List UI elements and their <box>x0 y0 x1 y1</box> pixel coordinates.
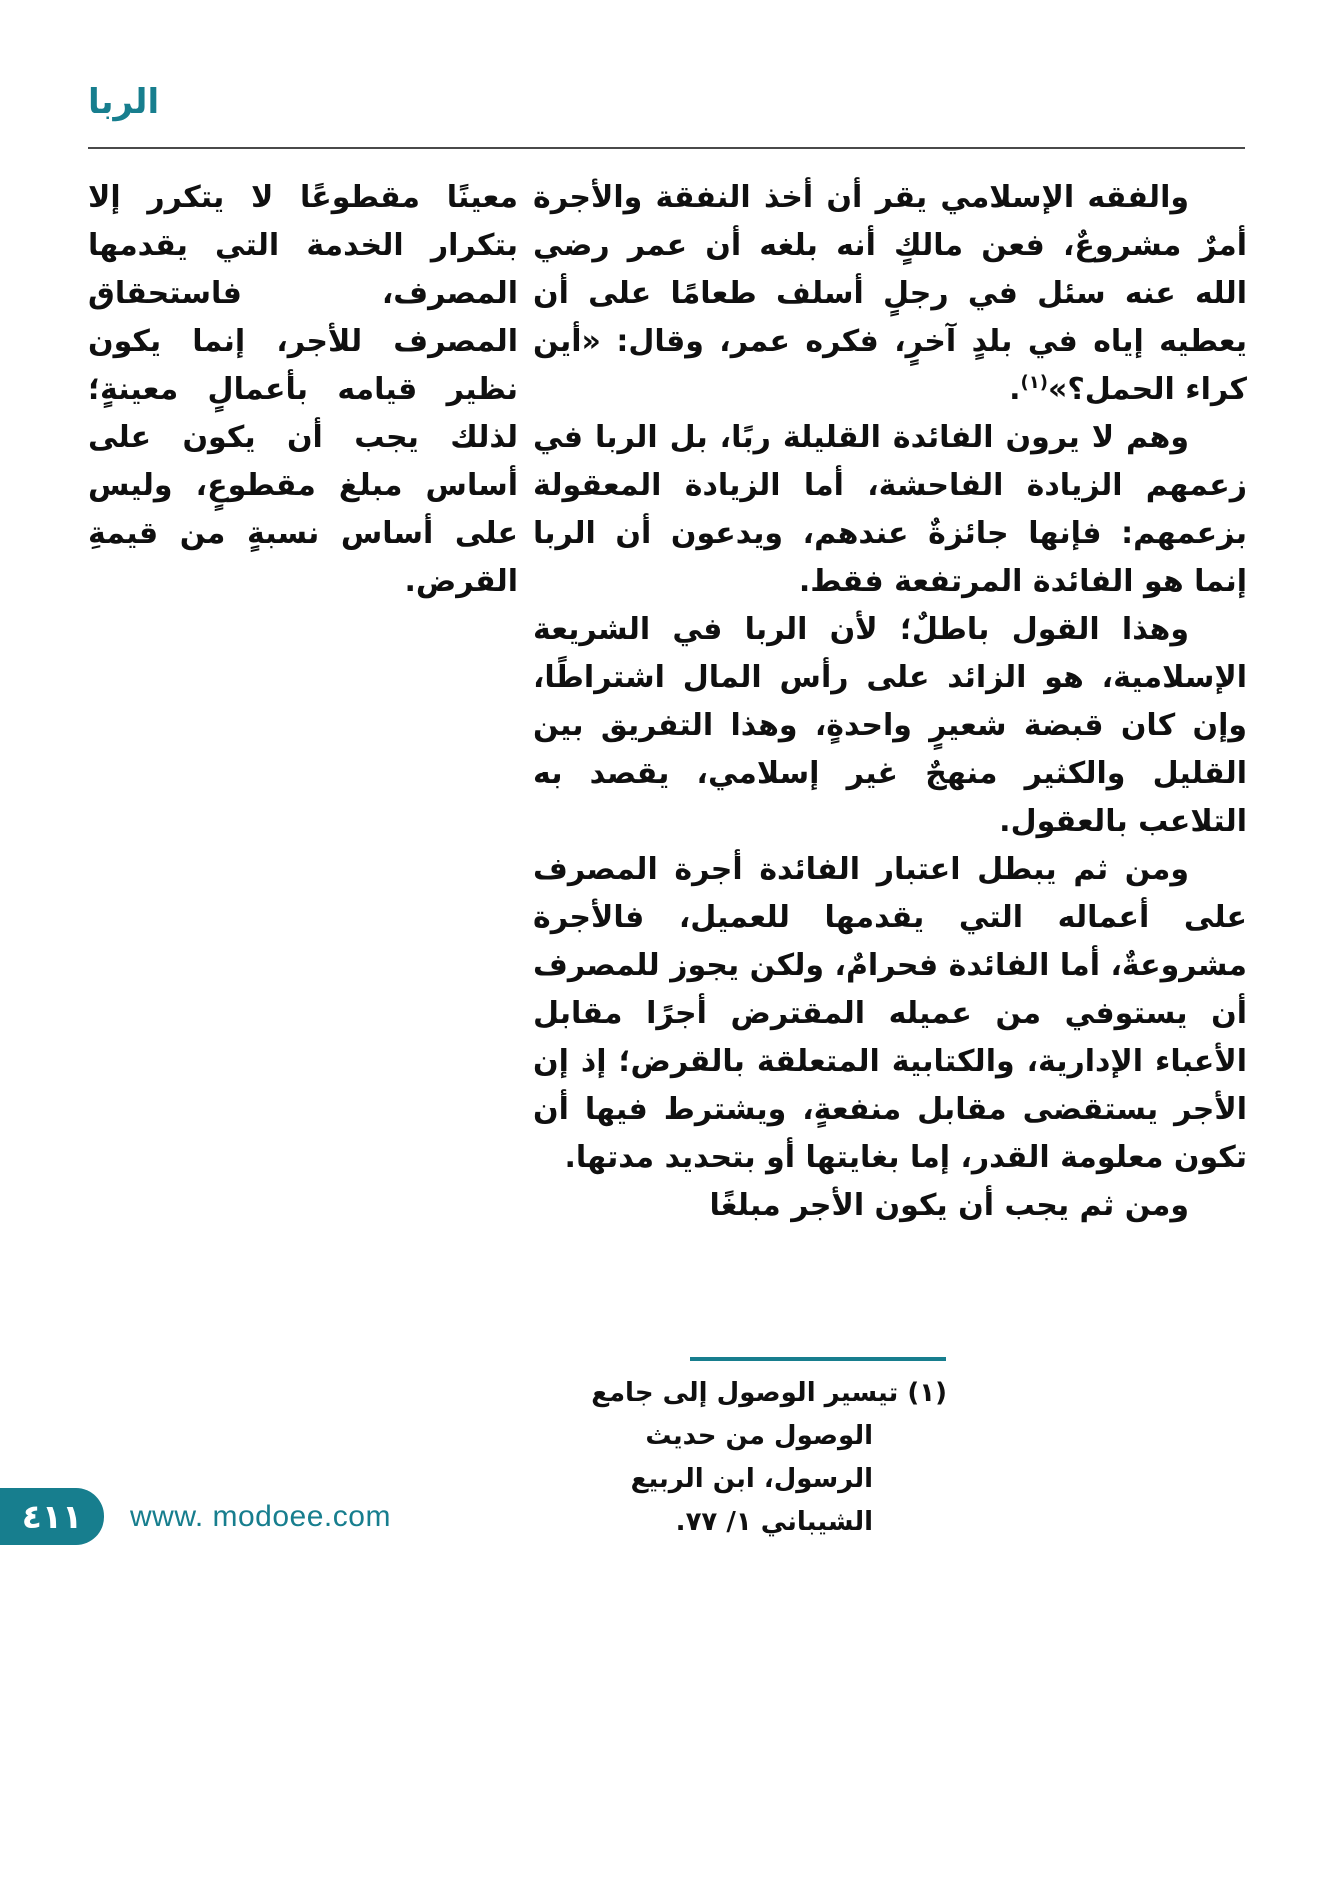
paragraph <box>533 174 1247 414</box>
text-column-left <box>88 174 518 606</box>
paragraph: وهذا القول باطلٌ؛ لأن الربا في الشريعة الإسلامية، هو الزائد على رأس المال اشتراطًا، وإن كان قبضة شعيرٍ واحدةٍ، وهذا التفريق بين القليل والكثير منهجٌ غير إسلامي، يقصد به التلاعب بالعقول. <box>533 612 1247 839</box>
footnote-text: تيسير الوصول إلى جامع الوصول من حديث الرسول، ابن الربيع الشيباني ١/ ٧٧. <box>591 1378 899 1537</box>
running-header-chapter-title: الربا <box>88 82 160 122</box>
page-number: ٤١١ <box>21 1497 83 1536</box>
header-divider <box>88 147 1245 149</box>
page-number-badge <box>0 1488 104 1545</box>
paragraph: ومن ثم يجب أن يكون الأجر مبلغًا <box>709 1188 1189 1223</box>
footnote-marker: (١) <box>907 1378 947 1408</box>
footnote-separator <box>690 1357 946 1361</box>
text-column-right <box>533 174 1247 1230</box>
paragraph-text: والفقه الإسلامي يقر أن أخذ النفقة والأجرة أمرٌ مشروعٌ، فعن مالكٍ أنه بلغه أن عمر رضي الله عنه سئل في رجلٍ أسلف طعامًا على أن يعطيه إياه في بلدٍ آخرٍ، فكره عمر، وقال: «أين كراء الحمل؟» <box>533 180 1247 407</box>
footnote <box>591 1372 947 1544</box>
paragraph: ومن ثم يبطل اعتبار الفائدة أجرة المصرف على أعماله التي يقدمها للعميل، فالأجرة مشروعةٌ، أما الفائدة فحرامٌ، ولكن يجوز للمصرف أن يستوفي من عميله المقترض أجرًا مقابل الأعباء الإدارية، والكتابية المتعلقة بالقرض؛ إذ إن الأجر يستقضى مقابل منفعةٍ، ويشترط فيها أن تكون معلومة القدر، إما بغايتها أو بتحديد مدتها. <box>533 852 1247 1175</box>
footnote-reference: (١) <box>1020 372 1048 393</box>
paragraph: معينًا مقطوعًا لا يتكرر إلا بتكرار الخدمة التي يقدمها المصرف، فاستحقاق المصرف للأجر، إنما يكون نظير قيامه بأعمالٍ معينةٍ؛ لذلك يجب أن يكون على أساس مبلغ مقطوعٍ، وليس على أساس نسبةٍ من قيمةِ القرض. <box>88 180 518 599</box>
website-label: www. modoee.com <box>130 1499 391 1533</box>
paragraph: وهم لا يرون الفائدة القليلة ربًا، بل الربا في زعمهم الزيادة الفاحشة، أما الزيادة المعقولة بزعمهم: فإنها جائزةٌ عندهم، ويدعون أن الربا إنما هو الفائدة المرتفعة فقط. <box>533 420 1247 599</box>
paragraph-text: . <box>1009 372 1021 407</box>
